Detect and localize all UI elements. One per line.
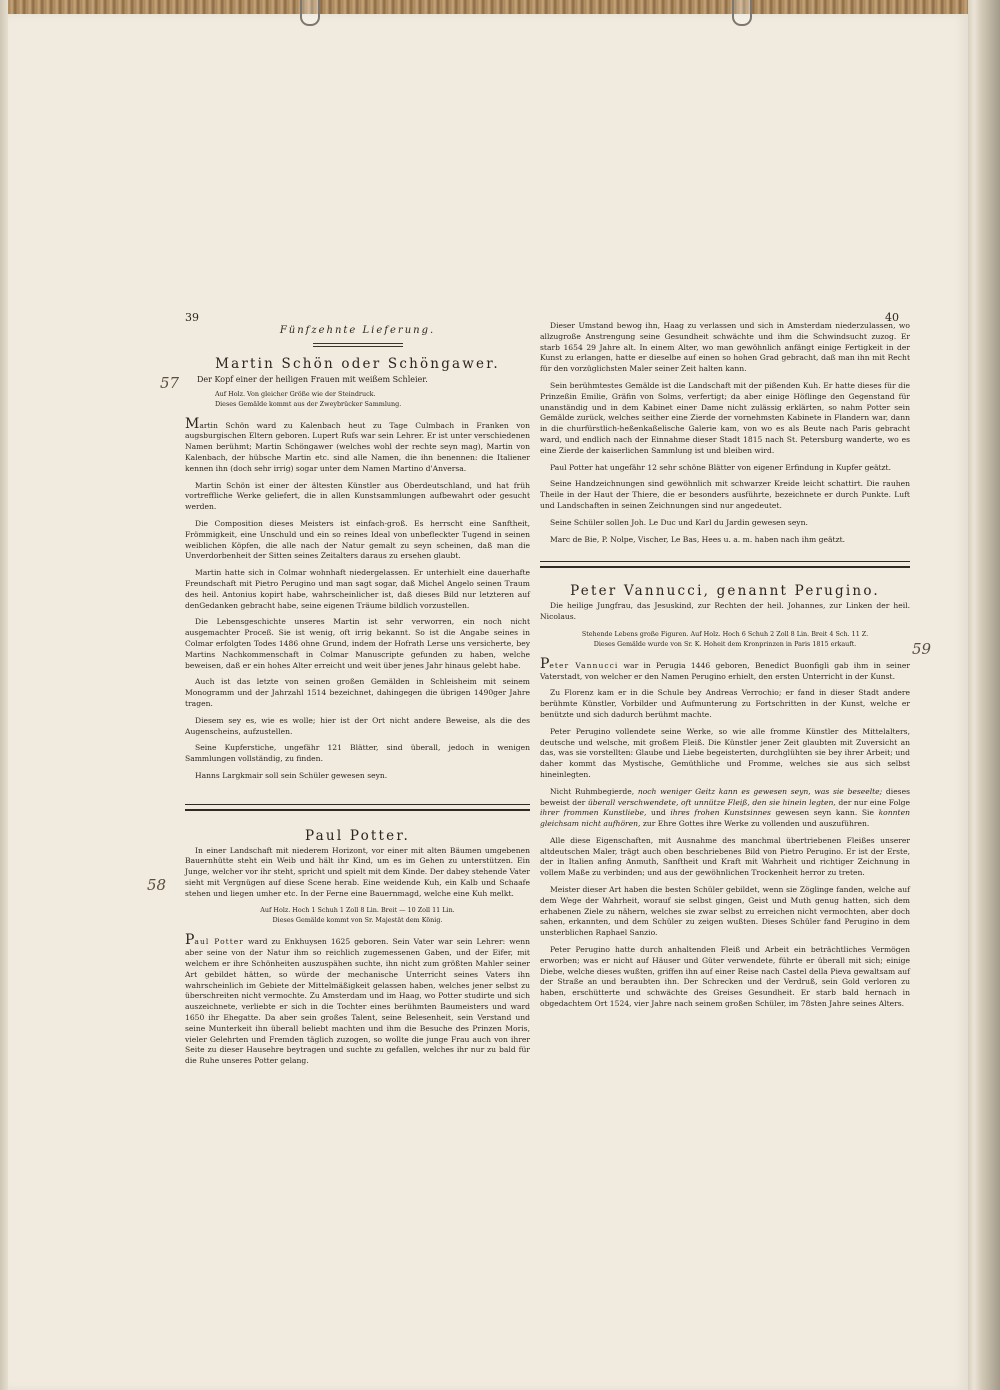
paragraph: Peter Perugino vollendete seine Werke, so wie alle fromme Künstler des Mittelalters, deutsche und welsche, mit großem Fleiß. Die Künstler jener Zeit glaubten mit Zuversicht an das, was sie vorstellten: Glaube und Liebe begeisterten, durchglühten sie bey ihrer Arbeit; und daher kommt das Mystische, Gemüthliche und Fromme, welches sie aus sich selbst hineinlegten.	[540, 726, 910, 779]
left-column	[185, 320, 530, 1073]
artwork-specs: Auf Holz. Von gleicher Größe wie der Steindruck.	[215, 389, 376, 398]
drop-cap: P	[185, 932, 195, 949]
paragraph: Marc de Bie, P. Nolpe, Vischer, Le Bas, Hees u. a. m. haben nach ihm geätzt.	[550, 534, 846, 544]
book-right-edge	[968, 0, 1000, 1390]
page-number-right: 40	[885, 311, 899, 324]
clip-icon	[732, 0, 752, 26]
paragraph: Dieser Umstand bewog ihn, Haag zu verlassen und sich in Amsterdam niederzulassen, wo allzugroße Anstrengung seine Gesundheit schwächte und ihm die Schwindsucht zuzog. Er starb 1654 29 Jahre alt. In einem Alter, wo man gewöhnlich anfängt einige Fertigkeit in der Kunst zu erlangen, hatte er dieselbe auf einen so hohen Grad gebracht, daß man ihn mit Recht für den vorzüglichsten Maler seiner Zeit halten kann.	[540, 321, 910, 374]
book-left-edge	[0, 0, 8, 1390]
margin-note: 57	[160, 374, 180, 392]
issue-heading: Fünfzehnte Lieferung.	[279, 325, 436, 336]
paragraph: Die Lebensgeschichte unseres Martin ist sehr verworren, ein noch nicht ausgemachter Proceß. Sie ist wenig, oft irrig bekannt. So ist die Angabe seines in Colmar erfolgten Todes 1486 ohne Grund, indem der Hofrath Lerse uns versicherte, bey Martins Nachkommenschaft in Colmar Manuscripte gefunden zu haben, welche beweisen, daß er ein hohes Alter erreicht und weit über jenes Jahr hinaus gelebt habe.	[185, 617, 530, 670]
paragraph: Diesem sey es, wie es wolle; hier ist der Ort nicht andere Beweise, als die des Augenscheins, aufzustellen.	[185, 715, 530, 736]
drop-cap: M	[185, 415, 200, 432]
drop-cap: P	[540, 655, 550, 672]
artwork-provenance: Dieses Gemälde kommt aus der Zweybrücker Sammlung.	[215, 399, 402, 408]
double-rule	[313, 343, 403, 347]
section-divider	[540, 561, 910, 568]
paragraph: Martin hatte sich in Colmar wohnhaft niedergelassen. Er unterhielt eine dauerhafte Freundschaft mit Pietro Perugino und man sagt sogar, daß Michel Angelo seinen Traum des heil. Antonius kopirt habe, wahrscheinlicher ist, daß dieses Bild nur letzteren auf denGedanken gebracht habe, seine eigenen Träume bildlich vorzustellen.	[185, 568, 530, 610]
paragraph: Alle diese Eigenschaften, mit Ausnahme des manchmal übertriebenen Fleißes unserer altdeutschen Maler, trägt auch oben beschriebenes Bild von Pietro Perugino. Er ist der Erste, der in Italien anfing Anmuth, Sanftheit und Kraft mit Wahrheit und richtiger Zeichnung in vollem Maße zu verbinden; und aus der gewöhnlichen Trockenheit herror zu treten.	[540, 835, 910, 878]
section-title-paul: Paul Potter.	[305, 827, 410, 844]
margin-note: 59	[912, 640, 932, 658]
paragraph: Martin Schön ist einer der ältesten Künstler aus Oberdeutschland, und hat früh vortreffliche Werke geliefert, die in allen Kunstsammlungen aufbewahrt oder gesucht werden.	[185, 480, 530, 512]
section-divider	[185, 804, 530, 811]
artwork-description: In einer Landschaft mit niederem Horizont, vor einer mit alten Bäumen umgebenen Bauernhütte steht ein Weib und hält ihr Kind, um es im Gehen zu unterstützen. Ein Junge, welcher vor ihr steht, spricht und spielt mit dem Kinde. Der dabey stehende Vater sieht mit Vergnügen auf diese Scene herab. Eine weidende Kuh, ein Kalb und Schaafe stehen und liegen umher etc. In der Ferne eine Bauernmagd, welche eine Kuh melkt.	[185, 845, 530, 898]
paragraph: Paul Potter ward zu Enkhuysen 1625 geboren. Sein Vater war sein Lehrer: wenn aber seine von der Natur ihm so reichlich zugemessenen Gaben, und der Eifer, mit welchem er ihre Schönheiten auszuspähen suchte, ihn nicht zum größten Mahler seiner Art gebildet hätten, so würde der mechanische Unterricht seines Vaters ihn wahrscheinlich im Gebiete der Mittelmäßigkeit gelassen haben, welches jener selbst zu überschreiten nicht vermochte. Zu Amsterdam und im Haag, wo Potter studirte und sich auszeichnete, verliebte er sich in die Tochter eines berühmten Baumeisters und ward 1650 ihr Ehegatte. Da aber sein großes Talent, seine Belesenheit, sein Verstand und seine Munterkeit ihn überall beliebt machten und ihm die Besuche des Prinzen Moris, vieler Gelehrten und Fremden täglich zuzogen, so wollte die junge Frau auch von ihrer Seite zu dieser Hausehre beytragen und suchte zu gefallen, welches ihr nur zu bald für die Ruhe unseres Potter gelang.	[185, 932, 530, 1066]
paragraph: Auch ist das letzte von seinen großen Gemälden in Schleisheim mit seinem Monogramm und der Jahrzahl 1514 bezeichnet, dahingegen die übrigen 1490ger Jahre tragen.	[185, 677, 530, 708]
paragraph: Martin Schön ward zu Kalenbach heut zu Tage Culmbach in Franken von augsburgischen Eltern geboren. Lupert Rufs war sein Lehrer. Er ist unter verschiedenen Namen berühmt; Martin Schöngawer (welches wohl der rechte seyn mag), Martin von Kalenbach, der hübsche Martin etc. sind alle Namen, die ihn benennen: die Italiener kennen ihn (doch sehr irrig) sogar unter dem Namen Martino d'Anversa.	[185, 415, 530, 473]
paragraph: Peter Vannucci war in Perugia 1446 geboren, Benedict Buonfigli gab ihm in seiner Vaterstadt, von welcher er den Namen Perugino erhielt, den ersten Unterricht in der Kunst.	[540, 655, 910, 681]
paragraph: Paul Potter hat ungefähr 12 sehr schöne Blätter von eigener Erfindung in Kupfer geätzt.	[550, 462, 891, 472]
paragraph: Hanns Largkmair soll sein Schüler gewesen seyn.	[195, 770, 388, 780]
artwork-description: Der Kopf einer der heiligen Frauen mit weißem Schleier.	[197, 374, 428, 384]
artwork-specs: Stehende Lebens große Figuren. Auf Holz. Hoch 6 Schuh 2 Zoll 8 Lin. Breit 4 Sch. 11 Z.	[581, 629, 869, 638]
section-title-martin: Martin Schön oder Schöngawer.	[215, 355, 500, 372]
paragraph: Seine Schüler sollen Joh. Le Duc und Karl du Jardin gewesen seyn.	[550, 517, 808, 527]
artwork-provenance: Dieses Gemälde wurde von Sr. K. Hoheit dem Kronprinzen in Paris 1815 erkauft.	[593, 639, 857, 648]
artwork-provenance: Dieses Gemälde kommt von Sr. Majestät dem König.	[272, 916, 443, 925]
page-number-left: 39	[185, 311, 199, 324]
artwork-description: Die heilige Jungfrau, das Jesuskind, zur Rechten der heil. Johannes, zur Linken der heil. Nicolaus.	[540, 601, 910, 621]
paragraph: Seine Handzeichnungen sind gewöhnlich mit schwarzer Kreide leicht schattirt. Die rauhen Theile in der Haut der Thiere, die er besonders ausführte, bezeichnete er durch Punkte. Luft und Landschaften in seinen Zeichnungen sind nur angedeutet.	[540, 479, 910, 510]
margin-note: 58	[147, 876, 167, 894]
section-title-peter: Peter Vannucci, genannt Perugino.	[570, 583, 880, 600]
paragraph: Peter Perugino hatte durch anhaltenden Fleiß und Arbeit ein beträchtliches Vermögen erworben; was er nicht auf Häuser und Güter verwendete, führte er überall mit sich; einige Diebe, welche dieses wußten, griffen ihn auf einer Reise nach Castel della Pieva gewaltsam auf der Straße an und beraubten ihn. Der Schrecken und der Verdruß, sein Gold verloren zu haben, erschütterte und schwächte des Greises Gesundheit. Er starb bald hernach in obgedachtem Ort 1524, vier Jahre nach seinem großen Schüler, im 78sten Jahre seines Alters.	[540, 945, 910, 1009]
paragraph: Meister dieser Art haben die besten Schüler gebildet, wenn sie Zöglinge fanden, welche auf dem Wege der Wahrheit, worauf sie selbst gingen, Geist und Muth genug hatten, sich dem erhabenen Ziele zu nähern, welches sie zwar selbst zu erreichen nicht vermochten, aber doch sahen, erkannten, und dem Schüler zu zeigen wußten. Dieses Schüler fand Perugino in dem unsterblichen Raphael Sanzio.	[540, 885, 910, 938]
paragraph: Seine Kupferstiche, ungefähr 121 Blätter, sind überall, jedoch in wenigen Sammlungen vollständig, zu finden.	[185, 743, 530, 764]
paragraph: Nicht Ruhmbegierde, noch weniger Geitz kann es gewesen seyn, was sie beseelte; dieses beweist der überall verschwendete, oft unnütze Fleiß, den sie hinein legten, der nur eine Folge ihrer frommen Kunstliebe, und ihres frohen Kunstsinnes gewesen seyn kann. Sie konnten gleichsam nicht aufhören, zur Ehre Gottes ihre Werke zu vollenden und auszuführen.	[540, 786, 910, 829]
paragraph: Zu Florenz kam er in die Schule bey Andreas Verrochio; er fand in dieser Stadt andere berühmte Künstler, Vorbilder und Aufmunterung zu Fortschritten in der Kunst, welche er benützte und sich dadurch berühmt machte.	[540, 688, 910, 719]
artwork-specs: Auf Holz. Hoch 1 Schuh 1 Zoll 8 Lin. Breit — 10 Zoll 11 Lin.	[260, 906, 455, 915]
paragraph: Sein berühmtestes Gemälde ist die Landschaft mit der pißenden Kuh. Er hatte dieses für die Prinzeßin Emilie, Gräfin von Solms, verfertigt; da aber einige Höflinge den Gegenstand für unanständig und in dem Kabinet einer Dame nicht zulässig erklärten, so nahm Potter sein Gemälde zurück, welches seither eine Zierde der vornehmsten Kabinete in Flandern war, dann in die churfürstlich-heßenkaßelische Galerie kam, von wo es als Beute nach Paris gebracht ward, und endlich nach der Einnahme dieser Stadt 1815 nach St. Petersburg wanderte, wo es eine Zierde der kaiserlichen Sammlung ist und bleiben wird.	[540, 380, 910, 455]
right-column	[540, 321, 910, 1016]
paragraph: Die Composition dieses Meisters ist einfach-groß. Es herrscht eine Sanftheit, Frömmigkeit, eine Unschuld und ein so reines Ideal von unbefleckter Tugend in seinen weiblichen Köpfen, die alle nach der Natur gemalt zu seyn scheinen, daß man die Unverdorbenheit der Sitten seines Zeitalters daraus zu ersehen glaubt.	[185, 518, 530, 561]
clip-icon	[300, 0, 320, 26]
